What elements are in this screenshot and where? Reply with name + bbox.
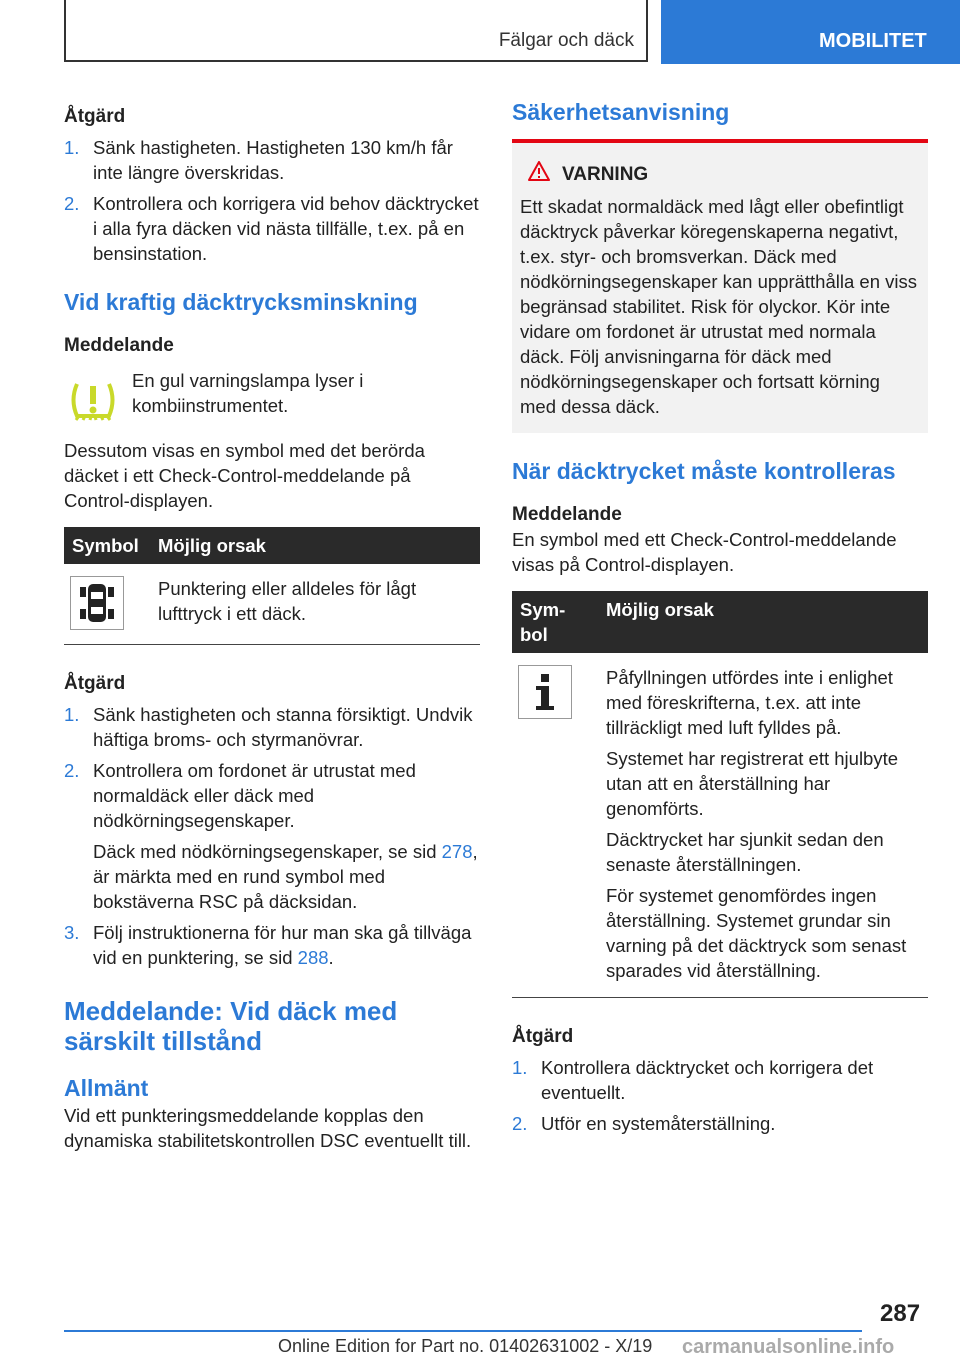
table-header-cause: Möjlig orsak: [150, 527, 480, 564]
watermark: carmanualsonline.info: [682, 1336, 895, 1358]
header-tab[interactable]: MOBILITET: [661, 0, 960, 64]
table-header-symbol: Sym-bol: [512, 591, 598, 653]
table-cell-cause: Punktering eller alldeles för lågt lufttryck i ett däck.: [150, 564, 480, 645]
subsection-title: Allmänt: [64, 1075, 149, 1101]
action-list: [64, 702, 480, 970]
table-header-cause: Möjlig orsak: [598, 591, 928, 653]
body-paragraph: Dessutom visas en symbol med det berörda däcket i ett Check-Control-meddelande på Control-displayen.: [64, 440, 425, 511]
header-section-title: Fälgar och däck: [498, 30, 634, 51]
page-link[interactable]: 278: [441, 841, 473, 862]
tire-pressure-lamp-icon: [68, 378, 118, 430]
warning-triangle-icon: [528, 161, 550, 188]
table-cell-cause: För systemet genomfördes ingen återställning. Systemet grundar sin varning på det däcktryck som senast sparades vid återställning.: [606, 885, 907, 981]
list-item: 1. Sänk hastigheten. Hastigheten 130 km/h får inte längre överskridas.: [64, 137, 453, 183]
table-cell-cause: Påfyllningen utfördes inte i enlighet med föreskrifterna, t.ex. att inte tillräckligt med luft fylldes på.: [606, 667, 893, 738]
action-heading: Åtgärd: [64, 673, 126, 694]
table-row: [64, 564, 480, 645]
right-column: [512, 100, 928, 1142]
left-column: [64, 104, 480, 1153]
warning-text: Ett skadat normaldäck med lågt eller obefintligt däcktryck påverkar köregenskaperna negativt, t.ex. styr- och bromsverkan. Däck med nödkörningsegenskaper kan upprätthålla en viss begränsad stabilitet. Risk för olyckor. Kör inte vidare om fordonet är utrustat med normala däck. Följ anvisningarna för däck med nödkörningsegenskaper och fortsatt körning med dessa däck.: [520, 196, 917, 417]
warning-box: [512, 139, 928, 433]
table-cell-cause: Systemet har registrerat ett hjulbyte utan att en återställning har genomförts.: [606, 748, 899, 819]
warning-label: VARNING: [562, 164, 649, 185]
action-list: [512, 1055, 928, 1136]
message-heading: Meddelande: [64, 335, 174, 356]
list-item: 1. Kontrollera däcktrycket och korrigera det eventuellt.: [512, 1057, 874, 1103]
footer-divider: [64, 1330, 862, 1332]
action-heading: Åtgärd: [64, 106, 126, 127]
message-heading: Meddelande: [512, 504, 622, 525]
list-item: 2. Utför en systemåterställning.: [512, 1113, 776, 1134]
table-row: [512, 653, 928, 998]
list-item: 3. Följ instruktionerna för hur man ska gå tillväga vid en punktering, se sid 288.: [64, 922, 472, 968]
section-title: Säkerhetsanvisning: [512, 99, 730, 125]
lamp-note: En gul varningslampa lyser i kombiinstrumentet.: [64, 368, 480, 418]
symbol-table: [512, 591, 928, 998]
body-paragraph: En symbol med ett Check-Control-meddelande visas på Control-displayen.: [512, 529, 897, 575]
body-paragraph: Vid ett punkteringsmeddelande kopplas den dynamiska stabilitetskontrollen DSC eventuellt till.: [64, 1105, 472, 1151]
list-item: 2. Kontrollera och korrigera vid behov däcktrycket i alla fyra däcken vid nästa tillfälle, t.ex. på en bensinstation.: [64, 193, 479, 264]
table-header-symbol: Symbol: [64, 527, 150, 564]
page-link[interactable]: 288: [297, 947, 329, 968]
section-title: När däcktrycket måste kontrolleras: [512, 458, 896, 484]
section-title: Vid kraftig däcktrycksminskning: [64, 289, 418, 315]
list-item: 1. Sänk hastigheten och stanna försiktigt. Undvik häftiga broms- och styrmanövrar.: [64, 704, 473, 750]
section-title: Meddelande: Vid däck med särskilt tillstånd: [64, 996, 398, 1056]
info-icon: [518, 665, 572, 719]
symbol-table: [64, 527, 480, 645]
action-heading: Åtgärd: [512, 1026, 574, 1047]
header-section-box: [64, 0, 648, 62]
page-number: 287: [880, 1300, 921, 1327]
car-tire-icon: [70, 576, 124, 630]
footer-edition: Online Edition for Part no. 01402631002 - X/19: [278, 1336, 653, 1356]
list-item: 2. Kontrollera om fordonet är utrustat med normaldäck eller däck med nödkörningsegenskaper. Däck med nödkörningsegenskaper, se sid 278, är märkta med en rund symbol med bokstäverna RSC på däcksidan.: [64, 760, 478, 912]
table-cell-cause: Däcktrycket har sjunkit sedan den senaste återställningen.: [606, 829, 884, 875]
action-list: [64, 135, 480, 266]
